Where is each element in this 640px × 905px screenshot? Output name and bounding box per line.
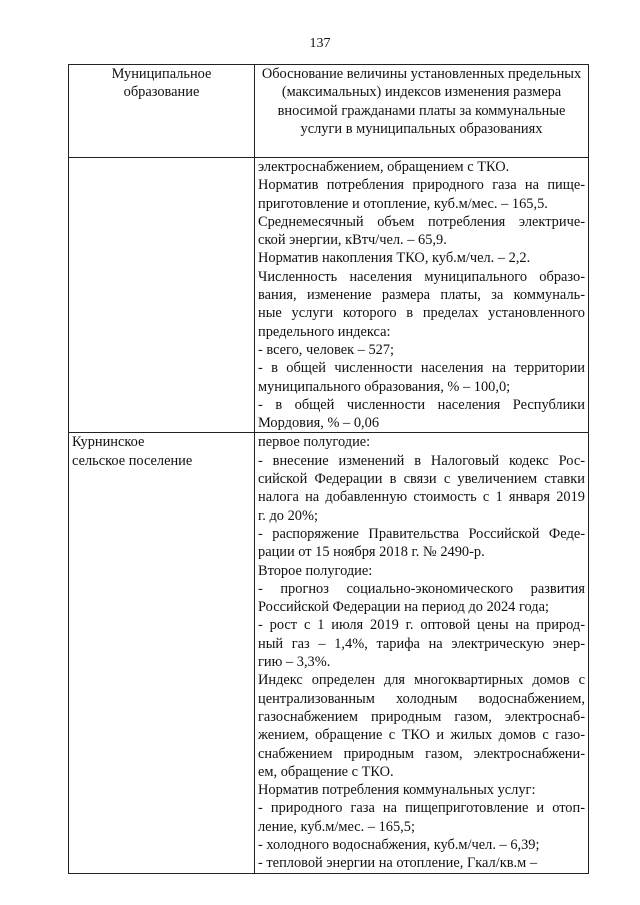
municipality-name-line1: Курнинское <box>72 434 145 451</box>
justification-text-line: гию – 3,3%. <box>258 654 331 671</box>
justification-text-line: Норматив накопления ТКО, куб.м/чел. – 2,2. <box>258 250 531 267</box>
justification-text-line: приготовление и отопление, куб.м/мес. – 165,5. <box>258 195 548 212</box>
justification-cell <box>255 433 589 873</box>
justification-text-line: - холодного водоснабжения, куб.м/чел. – 6,39; <box>258 836 540 853</box>
justification-text-line: налога на добавленную стоимость с 1 января 2019 <box>258 489 585 506</box>
header-municipality: Муниципальное образование <box>69 65 255 158</box>
page-number: 137 <box>309 36 331 51</box>
justification-text-line: Российской Федерации на период до 2024 года; <box>258 599 549 616</box>
justification-text-line: - природного газа на пищеприготовление и отоп- <box>258 800 585 817</box>
justification-text-line: Мордовия, % – 0,06 <box>258 415 380 432</box>
justification-text-line: газоснабжением природным газом, электроснаб- <box>258 708 585 725</box>
justification-text-line: рации от 15 ноября 2018 г. № 2490-р. <box>258 544 485 561</box>
table-header-row <box>69 65 589 158</box>
justification-cell <box>255 158 589 433</box>
justification-text-line: жением, обращение с ТКО и жилых домов с газо- <box>258 727 585 744</box>
justification-text-line: Численность населения муниципального образо- <box>258 268 585 285</box>
justification-text-line: ные услуги которого в пределах установленного <box>258 305 585 322</box>
justification-text-line: Среднемесячный объем потребления электриче- <box>258 213 585 230</box>
municipality-cell <box>69 433 255 873</box>
municipality-cell <box>69 158 255 433</box>
header-justification: Обоснование величины установленных предельных (максимальных) индексов изменения размера вносимой гражданами платы за коммунальные услуги в муниципальных образованиях <box>255 65 589 158</box>
justification-text-line: ем, обращение с ТКО. <box>258 763 394 780</box>
justification-text-line: сийской Федерации в связи с увеличением ставки <box>258 471 585 488</box>
justification-text-line: - внесение изменений в Налоговый кодекс Рос- <box>258 452 585 469</box>
justification-text-line: Норматив потребления природного газа на пище- <box>258 177 585 194</box>
justification-text-line: вания, изменение размера платы, за коммуналь- <box>258 287 585 304</box>
justification-text-line: предельного индекса: <box>258 323 391 340</box>
table-row <box>69 158 589 433</box>
justification-text-line: - рост с 1 июля 2019 г. оптовой цены на природ- <box>258 617 585 634</box>
justification-text-line: - в общей численности населения Республики <box>258 396 585 413</box>
justification-text-line: муниципального образования, % – 100,0; <box>258 378 511 395</box>
tariff-justification-table <box>68 64 589 874</box>
justification-text-line: - распоряжение Правительства Российской Феде- <box>258 525 585 542</box>
table-row <box>69 433 589 873</box>
justification-text-line: ный газ – 1,4%, тарифа на электрическую энер- <box>258 635 585 652</box>
justification-text-line: снабжением природным газом, электроснабжени- <box>258 745 585 762</box>
justification-text-line: Второе полугодие: <box>258 562 373 579</box>
justification-text-line: г. до 20%; <box>258 507 318 524</box>
municipality-name-line2: сельское поселение <box>72 452 193 469</box>
justification-text-line: - прогноз социально-экономического развития <box>258 580 585 597</box>
justification-text-line: Норматив потребления коммунальных услуг: <box>258 782 536 799</box>
justification-text-line: Индекс определен для многоквартирных домов с <box>258 672 585 689</box>
justification-text-line: - всего, человек – 527; <box>258 341 395 358</box>
justification-text-line: электроснабжением, обращением с ТКО. <box>258 159 510 175</box>
justification-text-line: первое полугодие: <box>258 434 371 451</box>
justification-text-line: ление, куб.м/мес. – 165,5; <box>258 818 415 835</box>
justification-text-line: - тепловой энергии на отопление, Гкал/кв.м – <box>258 855 538 872</box>
justification-text-line: централизованным холодным водоснабжением, <box>258 690 585 707</box>
justification-text-line: ской энергии, кВтч/чел. – 65,9. <box>258 232 447 249</box>
justification-text-line: - в общей численности населения на территории <box>258 360 585 377</box>
